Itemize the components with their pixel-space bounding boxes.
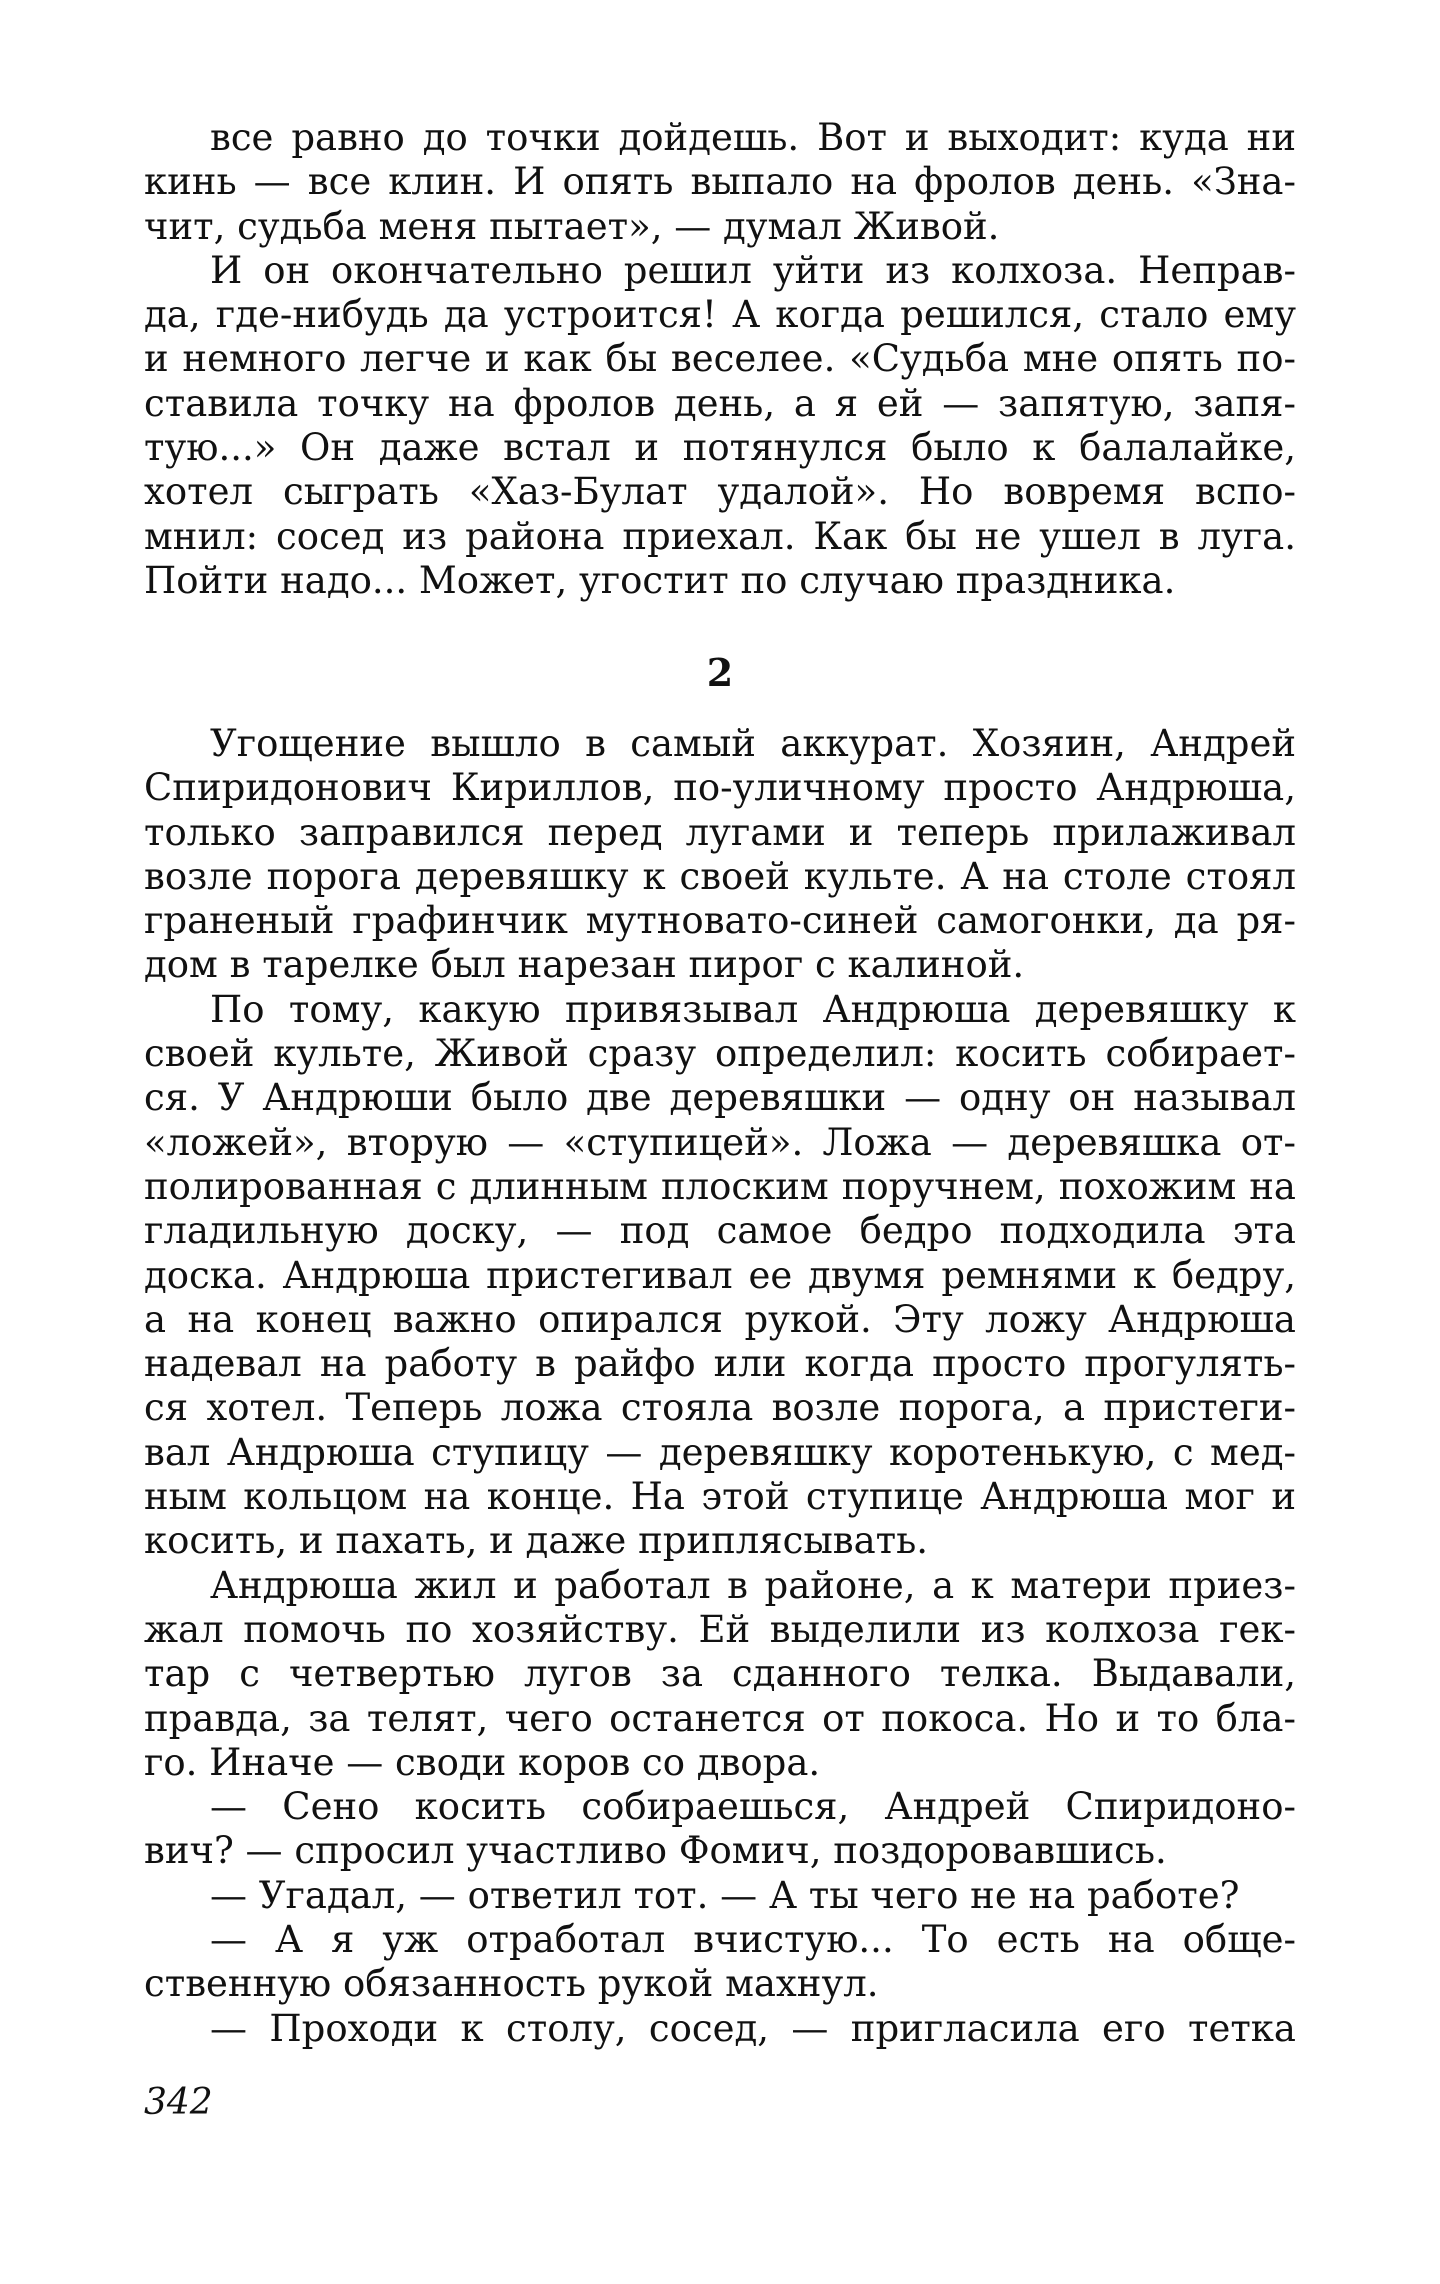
text-line: тар с четвертью лугов за сданного телка. Выдавали,: [144, 1652, 1296, 1696]
text-line: вал Андрюша ступицу — деревяшку коротенькую, с мед-: [144, 1430, 1296, 1474]
text-line: — Проходи к столу, сосед, — пригласила его тетка: [210, 2006, 1296, 2050]
text-line: возле порога деревяшку к своей культе. А на столе стоял: [144, 854, 1296, 898]
text-line: Андрюша жил и работал в районе, а к матери приез-: [210, 1563, 1296, 1607]
text-line: ным кольцом на конце. На этой ступице Андрюша мог и: [144, 1475, 1296, 1519]
text-line: кинь — все клин. И опять выпало на фролов день. «Зна-: [144, 160, 1296, 204]
text-line: правда, за телят, чего останется от покоса. Но и то бла-: [144, 1696, 1296, 1740]
text-line: и немного легче и как бы веселее. «Судьба мне опять по-: [144, 337, 1296, 381]
text-line: — Сено косить собираешься, Андрей Спиридоно-: [210, 1785, 1296, 1829]
text-line: дом в тарелке был нарезан пирог с калиной.: [144, 943, 1025, 987]
text-line: граненый графинчик мутновато-синей самогонки, да ря-: [144, 899, 1296, 943]
text-line: ственную обязанность рукой махнул.: [144, 1962, 879, 2006]
text-line: И он окончательно решил уйти из колхоза. Неправ-: [210, 248, 1296, 292]
text-line: ся. У Андрюши было две деревяшки — одну он называл: [144, 1076, 1296, 1120]
text-line: все равно до точки дойдешь. Вот и выходит: куда ни: [210, 116, 1296, 159]
section-number: 2: [706, 650, 734, 695]
text-line: доска. Андрюша пристегивал ее двумя ремнями к бедру,: [144, 1253, 1296, 1297]
text-line: а на конец важно опирался рукой. Эту ложу Андрюша: [144, 1297, 1296, 1341]
text-block-top: [144, 116, 1296, 603]
text-line: своей культе, Живой сразу определил: косить собирает-: [144, 1032, 1296, 1076]
text-line: го. Иначе — своди коров со двора.: [144, 1740, 821, 1784]
text-line: косить, и пахать, и даже приплясывать.: [144, 1519, 929, 1563]
text-line: Пойти надо... Может, угостит по случаю праздника.: [144, 558, 1176, 602]
text-line: вич? — спросил участливо Фомич, поздоровавшись.: [144, 1829, 1167, 1873]
text-line: По тому, какую привязывал Андрюша деревяшку к: [210, 987, 1296, 1031]
text-line: мнил: сосед из района приехал. Как бы не ушел в луга.: [144, 514, 1296, 558]
text-line: «ложей», вторую — «ступицей». Ложа — деревяшка от-: [144, 1120, 1296, 1164]
text-line: да, где-нибудь да устроится! А когда решился, стало ему: [144, 293, 1296, 337]
text-line: гладильную доску, — под самое бедро подходила эта: [144, 1209, 1296, 1253]
text-line: чит, судьба меня пытает», — думал Живой.: [144, 204, 1000, 248]
text-line: Угощение вышло в самый аккурат. Хозяин, Андрей: [210, 722, 1296, 765]
text-line: Спиридонович Кириллов, по-уличному просто Андрюша,: [144, 766, 1296, 810]
text-line: полированная с длинным плоским поручнем, похожим на: [144, 1164, 1296, 1208]
text-line: жал помочь по хозяйству. Ей выделили из колхоза гек-: [144, 1607, 1296, 1651]
text-line: надевал на работу в райфо или когда просто прогулять-: [144, 1342, 1296, 1386]
text-line: — Угадал, — ответил тот. — А ты чего не на работе?: [210, 1873, 1240, 1917]
page-number: 342: [144, 2082, 213, 2123]
text-block-bottom: [144, 722, 1296, 2051]
text-line: ся хотел. Теперь ложа стояла возле порога, а пристеги-: [144, 1386, 1296, 1430]
text-line: тую...» Он даже встал и потянулся было к балалайке,: [144, 426, 1296, 470]
text-line: хотел сыграть «Хаз-Булат удалой». Но вовремя вспо-: [144, 470, 1296, 514]
text-line: — А я уж отработал вчистую... То есть на обще-: [210, 1918, 1296, 1962]
text-line: ставила точку на фролов день, а я ей — запятую, запя-: [144, 381, 1296, 425]
text-line: только заправился перед лугами и теперь прилаживал: [144, 810, 1296, 854]
